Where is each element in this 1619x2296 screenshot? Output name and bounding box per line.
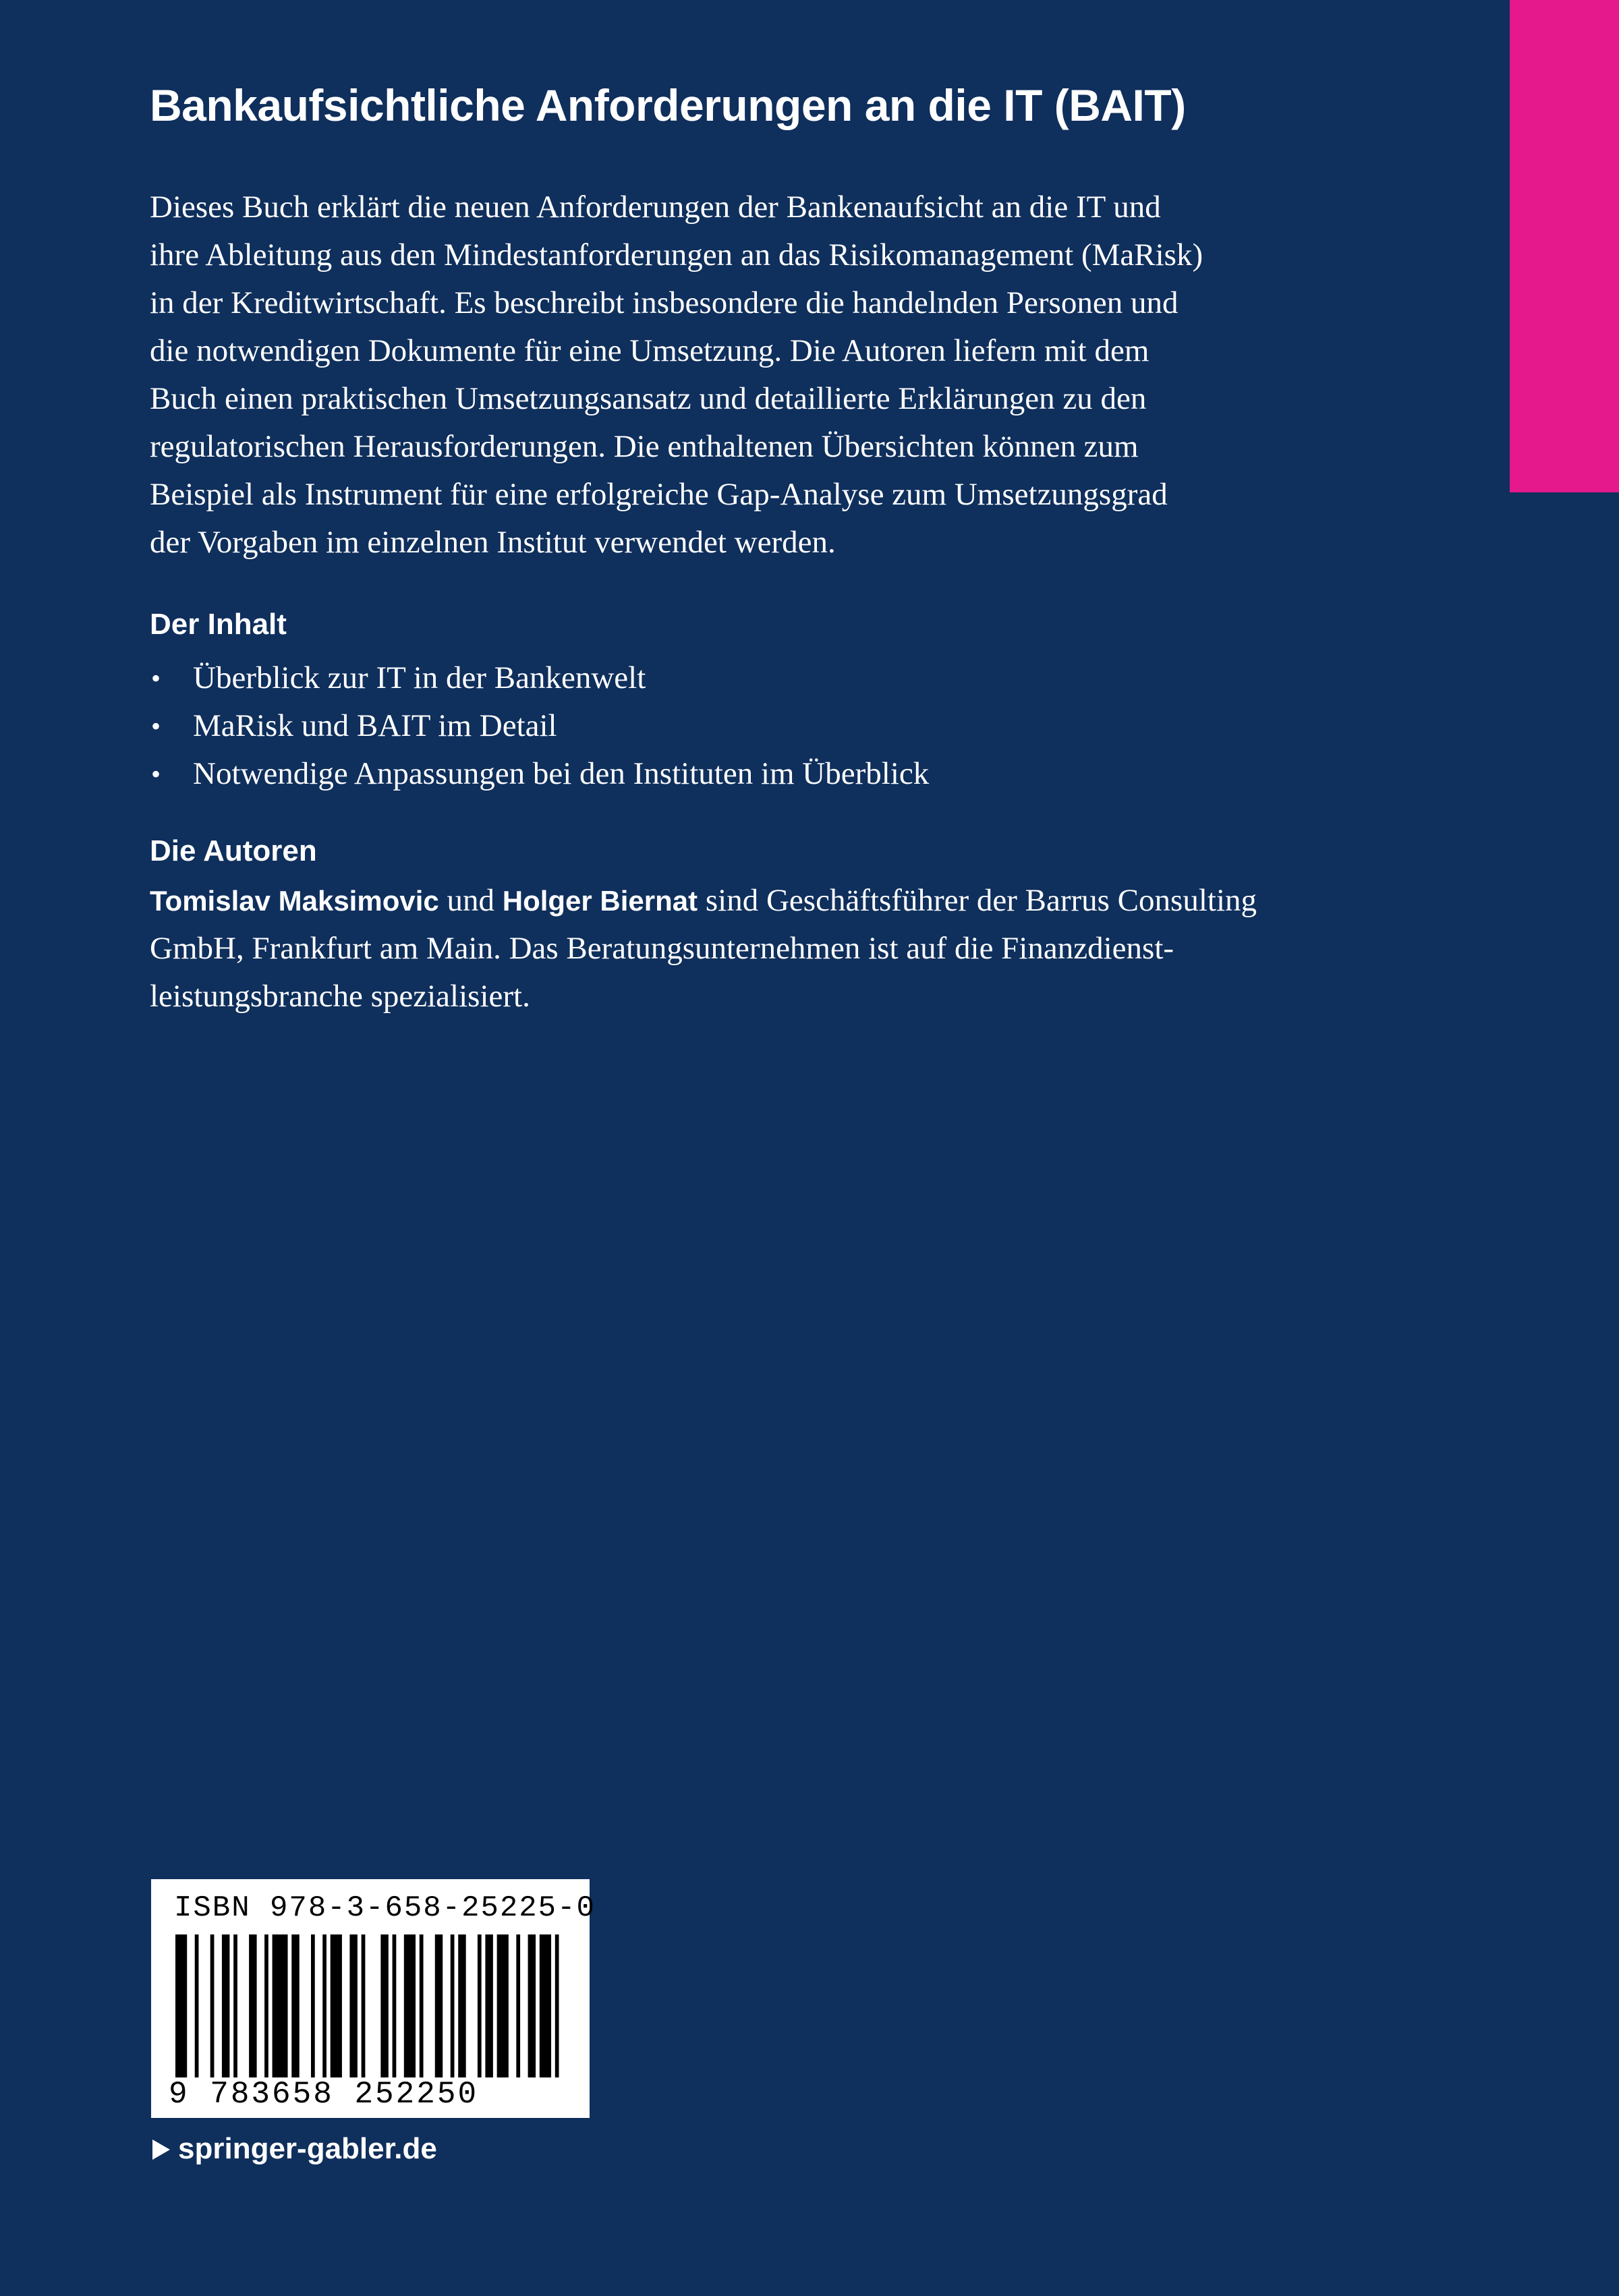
barcode-bar bbox=[516, 1934, 520, 2083]
description-line: die notwendigen Dokumente für eine Umsetzung. Die Autoren liefern mit dem bbox=[150, 333, 1149, 368]
description-line: ihre Ableitung aus den Mindestanforderungen an das Risikomanagement (MaRisk) bbox=[150, 237, 1203, 272]
barcode-digits: 9 783658 252250 bbox=[169, 2077, 580, 2111]
description-line: Buch einen praktischen Umsetzungsansatz und detaillierte Erklärungen zu den bbox=[150, 381, 1147, 416]
description bbox=[150, 183, 1357, 567]
publisher-link-text: springer-gabler.de bbox=[178, 2132, 437, 2165]
barcode-bar bbox=[195, 1934, 199, 2083]
barcode-bar bbox=[485, 1934, 492, 2083]
barcode-bars bbox=[175, 1934, 567, 2083]
authors-line: leistungsbranche spezialisiert. bbox=[150, 979, 530, 1014]
authors-line bbox=[150, 877, 1257, 925]
bullet-icon: • bbox=[151, 759, 161, 789]
accent-bar bbox=[1510, 0, 1619, 492]
isbn-barcode bbox=[151, 1879, 596, 2118]
authors-connector: und bbox=[438, 883, 503, 918]
description-line: Dieses Buch erklärt die neuen Anforderungen der Bankenaufsicht an die IT und bbox=[150, 190, 1161, 225]
description-line: in der Kreditwirtschaft. Es beschreibt insbesondere die handelnden Personen und bbox=[150, 285, 1178, 320]
barcode-bar bbox=[249, 1934, 256, 2083]
list-item-text: Notwendige Anpassungen bei den Instituten im Überblick bbox=[193, 756, 930, 791]
list-item-text: Überblick zur IT in der Bankenwelt bbox=[193, 660, 646, 695]
authors-heading: Die Autoren bbox=[150, 834, 317, 867]
author-name: Holger Biernat bbox=[502, 885, 698, 917]
barcode-bar bbox=[233, 1934, 237, 2083]
barcode-bar bbox=[291, 1934, 299, 2083]
authors-text bbox=[150, 877, 1257, 1021]
barcode-bar bbox=[311, 1934, 315, 2083]
barcode-bar bbox=[404, 1934, 416, 2083]
barcode-bar bbox=[380, 1934, 388, 2083]
description-line: Beispiel als Instrument für eine erfolgreiche Gap-Analyse zum Umsetzungsgrad bbox=[150, 477, 1168, 512]
barcode-bar bbox=[210, 1934, 215, 2083]
isbn-label: ISBN 978-3-658-25225-0 bbox=[174, 1891, 596, 1925]
contents-heading: Der Inhalt bbox=[150, 608, 287, 641]
authors-line: GmbH, Frankfurt am Main. Das Beratungsunternehmen ist auf die Finanzdienst- bbox=[150, 931, 1174, 966]
barcode-bar bbox=[322, 1934, 326, 2083]
barcode-bar bbox=[222, 1934, 229, 2083]
barcode-bar bbox=[528, 1934, 536, 2083]
list-item bbox=[150, 702, 929, 750]
contents-list bbox=[150, 654, 929, 798]
list-item bbox=[150, 750, 929, 798]
description-line: regulatorischen Herausforderungen. Die enthaltenen Übersichten können zum bbox=[150, 429, 1139, 464]
publisher-link[interactable] bbox=[152, 2129, 437, 2169]
description-line: der Vorgaben im einzelnen Institut verwendet werden. bbox=[150, 525, 836, 560]
barcode-bar bbox=[540, 1934, 551, 2083]
book-title: Bankaufsichtliche Anforderungen an die IT (BAIT) bbox=[150, 80, 1186, 130]
barcode-bar bbox=[458, 1934, 465, 2083]
barcode-bar bbox=[478, 1934, 482, 2083]
triangle-right-icon bbox=[152, 2140, 170, 2160]
barcode-bar bbox=[435, 1934, 443, 2083]
author-name: Tomislav Maksimovic bbox=[150, 885, 439, 917]
barcode-bar bbox=[264, 1934, 268, 2083]
barcode-bar bbox=[175, 1934, 187, 2083]
bullet-icon: • bbox=[151, 663, 161, 693]
barcode-bar bbox=[331, 1934, 342, 2083]
barcode-bar bbox=[273, 1934, 288, 2083]
barcode-bar bbox=[451, 1934, 455, 2083]
barcode-bar bbox=[393, 1934, 397, 2083]
barcode-bar bbox=[420, 1934, 424, 2083]
list-item-text: MaRisk und BAIT im Detail bbox=[193, 708, 557, 743]
bullet-icon: • bbox=[151, 711, 161, 741]
barcode-bar bbox=[497, 1934, 509, 2083]
list-item bbox=[150, 654, 929, 702]
barcode-bar bbox=[362, 1934, 366, 2083]
barcode-bar bbox=[349, 1934, 357, 2083]
authors-text-rest: sind Geschäftsführer der Barrus Consulting bbox=[698, 883, 1257, 918]
barcode-bar bbox=[555, 1934, 559, 2083]
